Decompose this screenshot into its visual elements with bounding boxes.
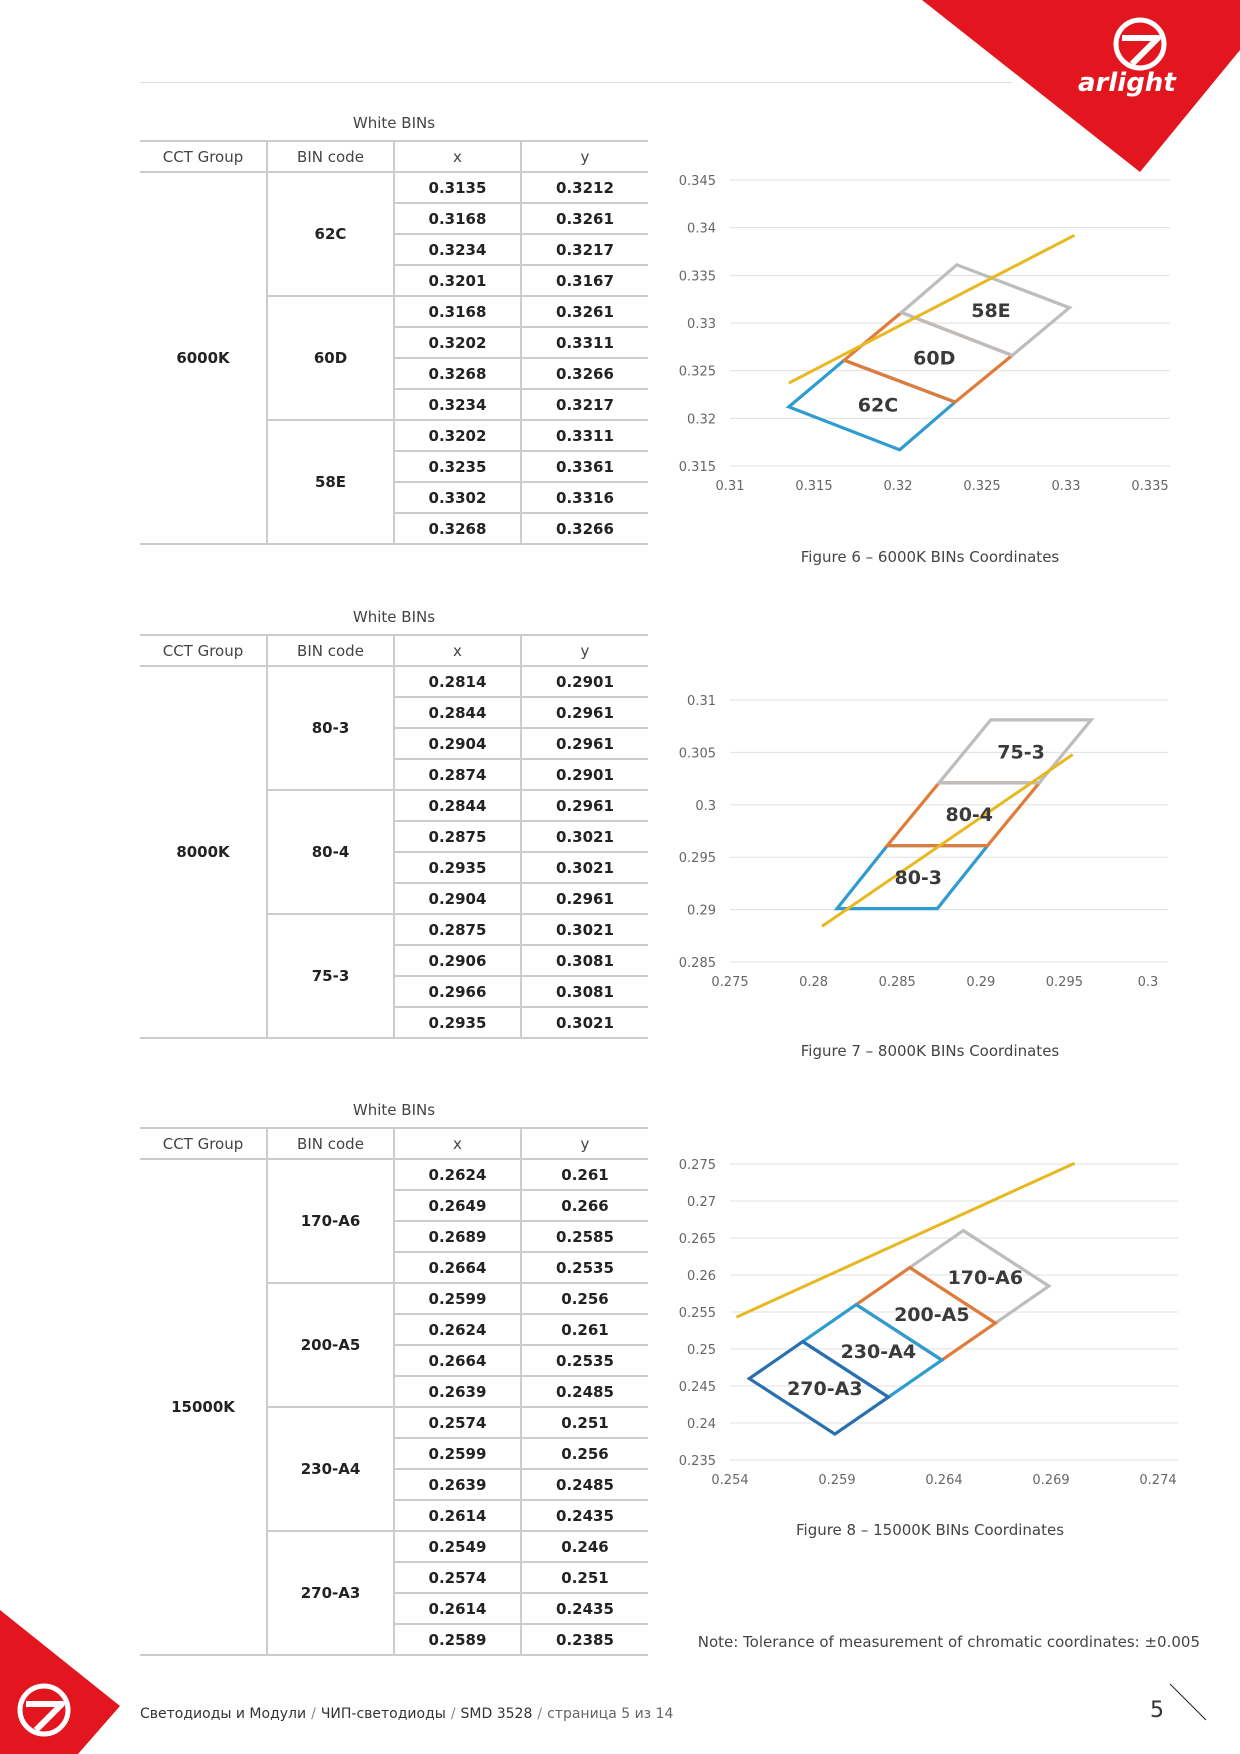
x-value-cell: 0.3234 [394, 234, 521, 265]
x-tick-label: 0.264 [925, 1473, 963, 1488]
y-value-cell: 0.3361 [521, 451, 648, 482]
column-header: y [521, 141, 648, 172]
y-value-cell: 0.3316 [521, 482, 648, 513]
x-value-cell: 0.2614 [394, 1500, 521, 1531]
column-header: CCT Group [140, 635, 267, 666]
column-header: x [394, 141, 521, 172]
y-value-cell: 0.2961 [521, 790, 648, 821]
bin-label-60d: 60D [913, 347, 956, 370]
x-value-cell: 0.2844 [394, 790, 521, 821]
breadcrumb-item-chip-leds[interactable]: ЧИП-светодиоды [320, 1706, 446, 1722]
bins-table-8000k [140, 608, 648, 1039]
bin-label-170-a6: 170-A6 [947, 1266, 1024, 1289]
y-value-cell: 0.2961 [521, 728, 648, 759]
x-value-cell: 0.3202 [394, 420, 521, 451]
y-tick-label: 0.245 [678, 1380, 716, 1395]
bin-label-62c: 62C [857, 394, 899, 417]
x-value-cell: 0.3168 [394, 203, 521, 234]
y-tick-label: 0.315 [678, 460, 716, 475]
x-value-cell: 0.2599 [394, 1438, 521, 1469]
column-header: BIN code [267, 1128, 394, 1159]
page-indicator: страница 5 из 14 [547, 1706, 674, 1722]
y-value-cell: 0.251 [521, 1407, 648, 1438]
y-tick-label: 0.25 [687, 1343, 716, 1358]
y-value-cell: 0.266 [521, 1190, 648, 1221]
breadcrumb-separator: / [450, 1706, 456, 1722]
y-tick-label: 0.265 [678, 1232, 716, 1247]
y-tick-label: 0.26 [687, 1269, 716, 1284]
x-value-cell: 0.2624 [394, 1314, 521, 1345]
x-value-cell: 0.2814 [394, 666, 521, 697]
x-value-cell: 0.2574 [394, 1407, 521, 1438]
y-value-cell: 0.256 [521, 1283, 648, 1314]
x-value-cell: 0.2904 [394, 728, 521, 759]
x-value-cell: 0.2574 [394, 1562, 521, 1593]
bin-label-200-a5: 200-A5 [894, 1303, 970, 1326]
x-value-cell: 0.3268 [394, 358, 521, 389]
y-value-cell: 0.3261 [521, 296, 648, 327]
y-value-cell: 0.3311 [521, 420, 648, 451]
bin-label-75-3: 75-3 [997, 741, 1045, 764]
y-value-cell: 0.3081 [521, 945, 648, 976]
column-header: y [521, 635, 648, 666]
page-corner-line [1168, 1682, 1208, 1722]
y-value-cell: 0.251 [521, 1562, 648, 1593]
bin-label-58e: 58E [971, 300, 1011, 323]
table-row [140, 666, 648, 697]
x-value-cell: 0.3168 [394, 296, 521, 327]
y-tick-label: 0.325 [678, 364, 716, 380]
x-tick-label: 0.31 [715, 479, 745, 494]
table-caption: White BINs [352, 608, 436, 626]
y-value-cell: 0.2961 [521, 697, 648, 728]
footer-breadcrumb [140, 1706, 673, 1722]
breadcrumb-separator: / [311, 1706, 316, 1722]
x-value-cell: 0.3268 [394, 513, 521, 544]
cct-group-cell: 6000K [140, 172, 267, 544]
x-tick-label: 0.269 [1032, 1473, 1070, 1488]
y-value-cell: 0.3266 [521, 513, 648, 544]
column-header: BIN code [267, 635, 394, 666]
y-value-cell: 0.3311 [521, 327, 648, 358]
x-tick-label: 0.285 [878, 975, 916, 990]
y-value-cell: 0.3217 [521, 389, 648, 420]
y-value-cell: 0.2435 [521, 1500, 648, 1531]
y-tick-label: 0.33 [687, 317, 716, 332]
bin-label-270-a3: 270-A3 [787, 1377, 863, 1400]
x-value-cell: 0.2875 [394, 914, 521, 945]
x-value-cell: 0.2664 [394, 1345, 521, 1376]
column-header: BIN code [267, 141, 394, 172]
chart-8000k-bins [670, 680, 1190, 1010]
y-value-cell: 0.3266 [521, 358, 648, 389]
bin-label-80-4: 80-4 [945, 804, 994, 827]
bin-label-80-3: 80-3 [894, 867, 943, 890]
table-row [140, 172, 648, 203]
x-tick-label: 0.29 [966, 975, 996, 990]
x-value-cell: 0.3302 [394, 482, 521, 513]
x-value-cell: 0.2664 [394, 1252, 521, 1283]
y-value-cell: 0.3021 [521, 821, 648, 852]
column-header: x [394, 635, 521, 666]
bin-code-cell: 270-A3 [267, 1531, 394, 1655]
bin-code-cell: 80-4 [267, 790, 394, 914]
x-tick-label: 0.259 [818, 1473, 856, 1488]
y-value-cell: 0.2535 [521, 1252, 648, 1283]
y-tick-label: 0.24 [687, 1417, 716, 1432]
y-tick-label: 0.34 [687, 221, 716, 237]
column-header: CCT Group [140, 1128, 267, 1159]
x-value-cell: 0.2614 [394, 1593, 521, 1624]
bin-code-cell: 170-A6 [267, 1159, 394, 1283]
figure-7-caption: Figure 7 – 8000K BINs Coordinates [800, 1042, 1060, 1060]
x-tick-label: 0.295 [1045, 975, 1084, 990]
x-tick-label: 0.274 [1139, 1473, 1177, 1488]
y-tick-label: 0.295 [678, 851, 716, 867]
brand-logo-text: arlight [1078, 68, 1176, 98]
cct-group-cell: 8000K [140, 666, 267, 1038]
y-tick-label: 0.275 [678, 1158, 716, 1173]
y-value-cell: 0.3021 [521, 1007, 648, 1038]
y-value-cell: 0.261 [521, 1314, 648, 1345]
figure-8-caption: Figure 8 – 15000K BINs Coordinates [795, 1521, 1065, 1539]
y-value-cell: 0.2961 [521, 883, 648, 914]
x-tick-label: 0.32 [883, 479, 913, 494]
chart-6000k-bins [670, 160, 1190, 510]
x-value-cell: 0.3135 [394, 172, 521, 203]
y-value-cell: 0.3217 [521, 234, 648, 265]
breadcrumb-item-smd-3528[interactable]: SMD 3528 [460, 1706, 533, 1722]
y-value-cell: 0.2901 [521, 666, 648, 697]
x-tick-label: 0.254 [711, 1473, 749, 1488]
bin-code-cell: 230-A4 [267, 1407, 394, 1531]
y-value-cell: 0.3212 [521, 172, 648, 203]
x-value-cell: 0.2649 [394, 1190, 521, 1221]
bin-label-230-a4: 230-A4 [840, 1340, 917, 1363]
y-value-cell: 0.2535 [521, 1345, 648, 1376]
breadcrumb-item-leds-modules[interactable]: Светодиоды и Модули [140, 1706, 307, 1722]
y-tick-label: 0.31 [687, 694, 716, 709]
bins-table-6000k [140, 114, 648, 545]
x-tick-label: 0.325 [963, 479, 1001, 494]
y-tick-label: 0.29 [687, 903, 716, 919]
y-tick-label: 0.345 [678, 174, 716, 189]
x-tick-label: 0.315 [795, 479, 833, 494]
x-value-cell: 0.3202 [394, 327, 521, 358]
y-tick-label: 0.32 [687, 412, 716, 428]
x-value-cell: 0.2549 [394, 1531, 521, 1562]
x-tick-label: 0.28 [799, 975, 829, 990]
y-value-cell: 0.2901 [521, 759, 648, 790]
column-header: y [521, 1128, 648, 1159]
figure-6-caption: Figure 6 – 6000K BINs Coordinates [800, 548, 1060, 566]
header-divider [140, 82, 1012, 83]
bins-table-15000k [140, 1101, 648, 1656]
x-value-cell: 0.2874 [394, 759, 521, 790]
x-value-cell: 0.2689 [394, 1221, 521, 1252]
y-value-cell: 0.3261 [521, 203, 648, 234]
x-value-cell: 0.2935 [394, 1007, 521, 1038]
chart-15000k-bins [670, 1150, 1190, 1510]
y-value-cell: 0.2385 [521, 1624, 648, 1655]
x-value-cell: 0.2589 [394, 1624, 521, 1655]
x-value-cell: 0.2935 [394, 852, 521, 883]
x-value-cell: 0.3234 [394, 389, 521, 420]
bin-code-cell: 58E [267, 420, 394, 544]
y-tick-label: 0.235 [678, 1454, 716, 1469]
table-caption: White BINs [352, 1101, 436, 1119]
column-header: x [394, 1128, 521, 1159]
x-tick-label: 0.335 [1131, 479, 1169, 494]
y-value-cell: 0.261 [521, 1159, 648, 1190]
x-value-cell: 0.2875 [394, 821, 521, 852]
x-value-cell: 0.2639 [394, 1376, 521, 1407]
bin-code-cell: 200-A5 [267, 1283, 394, 1407]
x-value-cell: 0.2599 [394, 1283, 521, 1314]
x-value-cell: 0.2639 [394, 1469, 521, 1500]
x-tick-label: 0.3 [1137, 975, 1159, 990]
column-header: CCT Group [140, 141, 267, 172]
x-value-cell: 0.2624 [394, 1159, 521, 1190]
x-value-cell: 0.3201 [394, 265, 521, 296]
planckian-locus-line [736, 1163, 1074, 1317]
table-caption: White BINs [352, 114, 436, 132]
cct-group-cell: 15000K [140, 1159, 267, 1655]
x-tick-label: 0.33 [1051, 479, 1081, 494]
y-tick-label: 0.335 [678, 269, 716, 285]
page-number: 5 [1150, 1698, 1164, 1723]
y-tick-label: 0.285 [678, 956, 716, 971]
bin-code-cell: 62C [267, 172, 394, 296]
bin-code-cell: 60D [267, 296, 394, 420]
y-value-cell: 0.3167 [521, 265, 648, 296]
breadcrumb-separator: / [537, 1706, 543, 1722]
y-value-cell: 0.3021 [521, 914, 648, 945]
x-tick-label: 0.275 [711, 975, 749, 990]
x-value-cell: 0.2904 [394, 883, 521, 914]
x-value-cell: 0.2906 [394, 945, 521, 976]
x-value-cell: 0.3235 [394, 451, 521, 482]
x-value-cell: 0.2966 [394, 976, 521, 1007]
y-value-cell: 0.3021 [521, 852, 648, 883]
y-tick-label: 0.3 [695, 798, 716, 814]
y-value-cell: 0.2485 [521, 1469, 648, 1500]
brand-corner-bottom [0, 1610, 130, 1754]
table-row [140, 1159, 648, 1190]
y-value-cell: 0.246 [521, 1531, 648, 1562]
y-tick-label: 0.255 [678, 1306, 716, 1321]
bin-code-cell: 80-3 [267, 666, 394, 790]
y-value-cell: 0.2485 [521, 1376, 648, 1407]
y-value-cell: 0.2435 [521, 1593, 648, 1624]
planckian-locus-line [822, 754, 1073, 926]
tolerance-note: Note: Tolerance of measurement of chromatic coordinates: ±0.005 [697, 1633, 1200, 1651]
y-value-cell: 0.2585 [521, 1221, 648, 1252]
bin-code-cell: 75-3 [267, 914, 394, 1038]
x-value-cell: 0.2844 [394, 697, 521, 728]
y-value-cell: 0.3081 [521, 976, 648, 1007]
y-tick-label: 0.27 [687, 1195, 716, 1210]
y-tick-label: 0.305 [678, 746, 716, 762]
y-value-cell: 0.256 [521, 1438, 648, 1469]
